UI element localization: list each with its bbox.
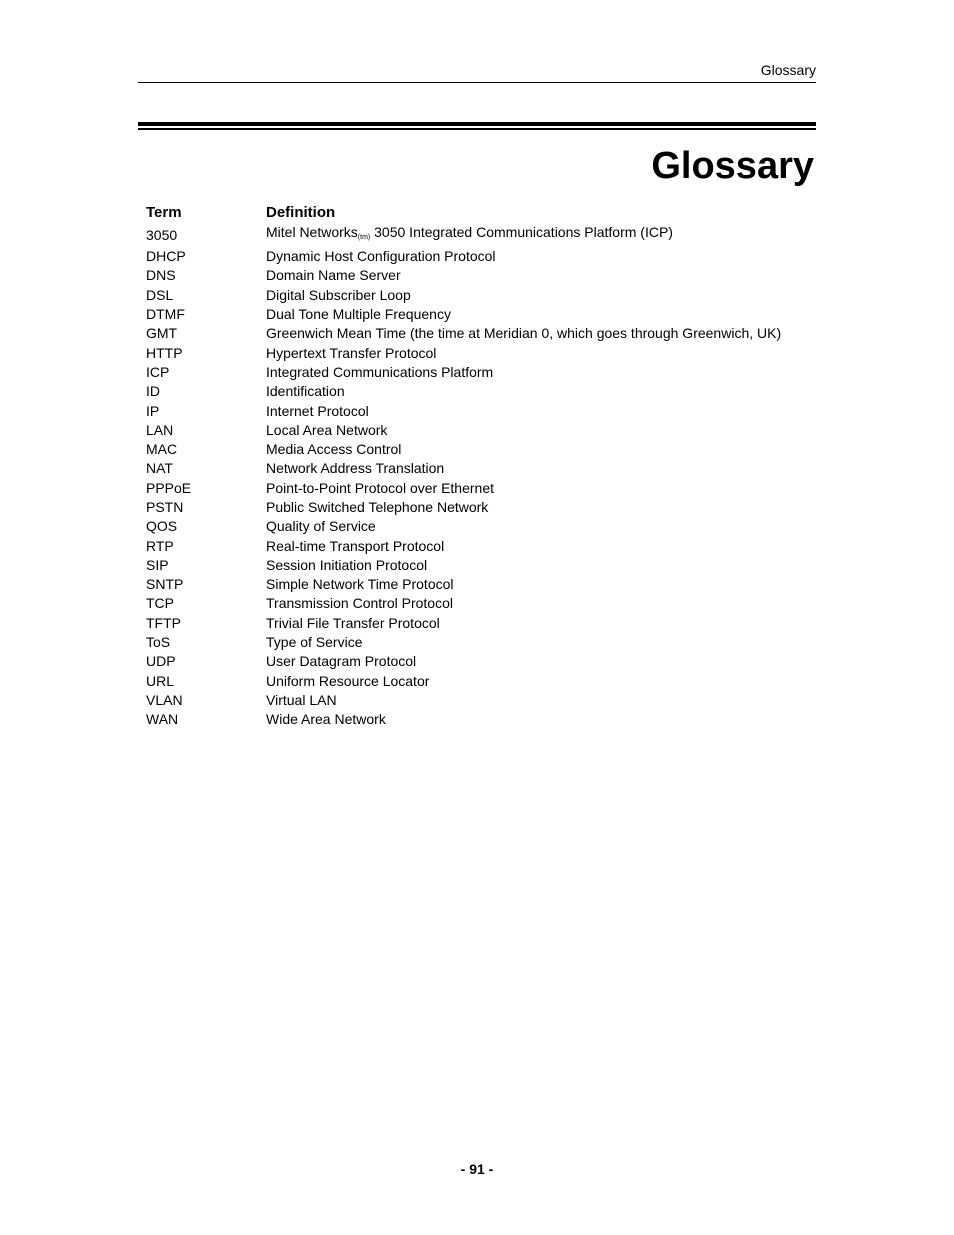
term-cell: DHCP [146, 248, 186, 265]
table-row [146, 498, 781, 517]
term-cell: HTTP [146, 344, 183, 361]
term-cell: 3050 [146, 226, 178, 243]
table-row [146, 401, 781, 420]
term-cell: WAN [146, 711, 179, 728]
table-row [146, 652, 781, 671]
definition-cell: Session Initiation Protocol [266, 556, 428, 573]
definition-cell: Transmission Control Protocol [266, 595, 453, 612]
table-row [146, 517, 781, 536]
table-row [146, 556, 781, 575]
table-row [146, 324, 781, 343]
table-row [146, 266, 781, 285]
definition-text: 3050 Integrated Communications Platform (ICP) [370, 224, 673, 240]
definition-cell: Trivial File Transfer Protocol [266, 614, 440, 631]
definition-cell: Identification [266, 383, 345, 400]
definition-cell: Simple Network Time Protocol [266, 576, 454, 593]
table-row [146, 614, 781, 633]
page-number: - 91 - [460, 1161, 494, 1177]
term-cell: ICP [146, 363, 170, 380]
definition-cell: Point-to-Point Protocol over Ethernet [266, 479, 495, 496]
title-rule-thin [138, 128, 816, 130]
table-row [146, 286, 781, 305]
term-cell: GMT [146, 325, 178, 342]
term-cell: SNTP [146, 576, 184, 593]
definition-column-header: Definition [266, 204, 336, 221]
definition-cell: Internet Protocol [266, 402, 369, 419]
definition-cell: Greenwich Mean Time (the time at Meridian 0, which goes through Greenwich, UK) [266, 325, 782, 342]
running-header: Glossary [760, 62, 816, 78]
table-row [146, 343, 781, 362]
table-row [146, 223, 781, 247]
term-cell: DNS [146, 267, 176, 284]
table-row [146, 305, 781, 324]
term-cell: IP [146, 402, 160, 419]
term-cell: DTMF [146, 306, 185, 323]
table-row [146, 672, 781, 691]
table-row [146, 594, 781, 613]
term-cell: PPPoE [146, 479, 192, 496]
table-row [146, 440, 781, 459]
term-cell: SIP [146, 556, 169, 573]
term-cell: VLAN [146, 691, 183, 708]
definition-cell: Quality of Service [266, 518, 376, 535]
definition-cell: User Datagram Protocol [266, 653, 417, 670]
table-row [146, 710, 781, 729]
definition-cell: Real-time Transport Protocol [266, 537, 445, 554]
term-cell: LAN [146, 421, 174, 438]
definition-cell: Integrated Communications Platform [266, 363, 494, 380]
definition-cell: Uniform Resource Locator [266, 672, 430, 689]
term-cell: URL [146, 672, 175, 689]
definition-cell: Type of Service [266, 634, 363, 651]
table-row [146, 363, 781, 382]
definition-cell: Local Area Network [266, 421, 388, 438]
definition-cell [266, 223, 781, 247]
header-divider [138, 82, 816, 83]
definition-cell: Dual Tone Multiple Frequency [266, 306, 451, 323]
table-row [146, 633, 781, 652]
glossary-body [146, 223, 781, 729]
term-cell: TCP [146, 595, 174, 612]
term-cell: ToS [146, 634, 171, 651]
title-rule-thick [138, 122, 816, 126]
term-cell: PSTN [146, 499, 184, 515]
table-row [146, 247, 781, 266]
term-cell: RTP [146, 537, 174, 554]
term-cell: TFTP [146, 614, 181, 631]
term-cell: MAC [146, 441, 178, 458]
trademark-mark: (tm) [357, 234, 371, 241]
definition-cell: Hypertext Transfer Protocol [266, 344, 437, 361]
term-column-header: Term [146, 204, 182, 221]
table-row [146, 691, 781, 710]
term-cell: QOS [146, 518, 178, 535]
table-row [146, 421, 781, 440]
table-row [146, 459, 781, 478]
definition-cell: Digital Subscriber Loop [266, 286, 411, 303]
definition-cell: Dynamic Host Configuration Protocol [266, 248, 496, 265]
term-cell: DSL [146, 286, 174, 303]
table-row [146, 536, 781, 555]
page-title: Glossary [651, 145, 814, 187]
term-cell: NAT [146, 460, 173, 477]
definition-cell: Public Switched Telephone Network [266, 499, 489, 515]
table-row [146, 479, 781, 498]
table-row [146, 575, 781, 594]
definition-cell: Domain Name Server [266, 267, 401, 284]
definition-cell: Virtual LAN [266, 691, 337, 708]
table-row [146, 382, 781, 401]
glossary-table [146, 202, 781, 729]
term-cell: ID [146, 383, 160, 400]
definition-cell: Wide Area Network [266, 711, 386, 728]
definition-cell: Network Address Translation [266, 460, 445, 477]
term-cell: UDP [146, 653, 176, 670]
definition-text: Mitel Networks [266, 224, 358, 240]
table-header-row [146, 202, 781, 223]
definition-cell: Media Access Control [266, 441, 402, 458]
